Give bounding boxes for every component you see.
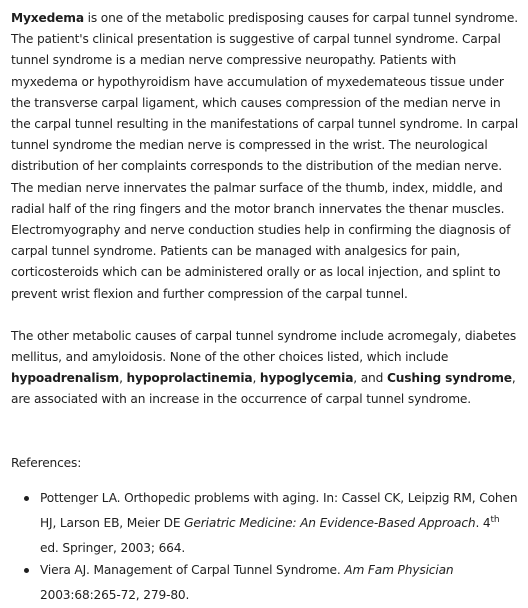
reference-title: Geriatric Medicine: An Evidence-Based Approach bbox=[184, 515, 476, 530]
explanation-paragraph-2 bbox=[11, 326, 519, 411]
distractor-term: hypoadrenalism bbox=[11, 371, 120, 386]
distractor-term: hypoglycemia bbox=[259, 371, 354, 386]
explanation-text: The other metabolic causes of carpal tunnel syndrome include acromegaly, diabetes mellitus, and amyloidosis. None of the other choices listed, which include bbox=[11, 328, 517, 365]
reference-text: Pottenger LA. Orthopedic problems with aging. In: Cassel CK, Leipzig RM, Cohen HJ, Larson EB, Meier DE bbox=[40, 490, 518, 530]
references-list bbox=[11, 486, 519, 608]
separator: , bbox=[252, 371, 260, 386]
reference-text: ed. Springer, 2003; 664. bbox=[40, 540, 186, 555]
explanation-content bbox=[11, 8, 519, 605]
reference-text: . 4 bbox=[475, 515, 491, 530]
distractor-term: Cushing syndrome bbox=[386, 371, 512, 386]
explanation-text: is one of the metabolic predisposing causes for carpal tunnel syndrome. The patient's clinical presentation is suggestive of carpal tunnel syndrome. Carpal tunnel syndrome is a median nerve compressive neuropathy. Patients with myxedema or hypothyroidism have accumulation of myxedemateous tissue under the transverse carpal ligament, which causes compression of the median nerve in the carpal tunnel resulting in the manifestations of carpal tunnel syndrome. In carpal tunnel syndrome the median nerve is compressed in the wrist. The neurological distribution of her complaints corresponds to the distribution of the median nerve. The median nerve innervates the palmar surface of the thumb, index, middle, and radial half of the ring fingers and the motor branch innervates the thenar muscles. Electromyography and nerve conduction studies help in confirming the diagnosis of carpal tunnel syndrome. Patients can be managed with analgesics for pain, corticosteroids which can be administered orally or as local injection, and splint to prevent wrist flexion and further compression of the carpal tunnel. bbox=[11, 11, 519, 301]
reference-item bbox=[40, 558, 519, 608]
answer-term: Myxedema bbox=[11, 11, 84, 25]
separator: , bbox=[119, 371, 127, 386]
explanation-paragraph-1 bbox=[11, 8, 519, 305]
explanation-text: , are associated with an increase in the occurrence of carpal tunnel syndrome. bbox=[11, 371, 516, 407]
reference-text: 2003:68:265-72, 279-80. bbox=[40, 587, 190, 602]
reference-item bbox=[40, 486, 519, 561]
separator: , and bbox=[353, 371, 387, 386]
distractor-term: hypoprolactinemia bbox=[126, 371, 253, 386]
reference-title: Am Fam Physician bbox=[344, 562, 454, 577]
references-heading: References: bbox=[11, 455, 82, 470]
reference-text: Viera AJ. Management of Carpal Tunnel Syndrome. bbox=[40, 562, 345, 577]
bullet-icon bbox=[24, 496, 29, 501]
bullet-icon bbox=[24, 568, 29, 573]
superscript: th bbox=[490, 514, 500, 525]
